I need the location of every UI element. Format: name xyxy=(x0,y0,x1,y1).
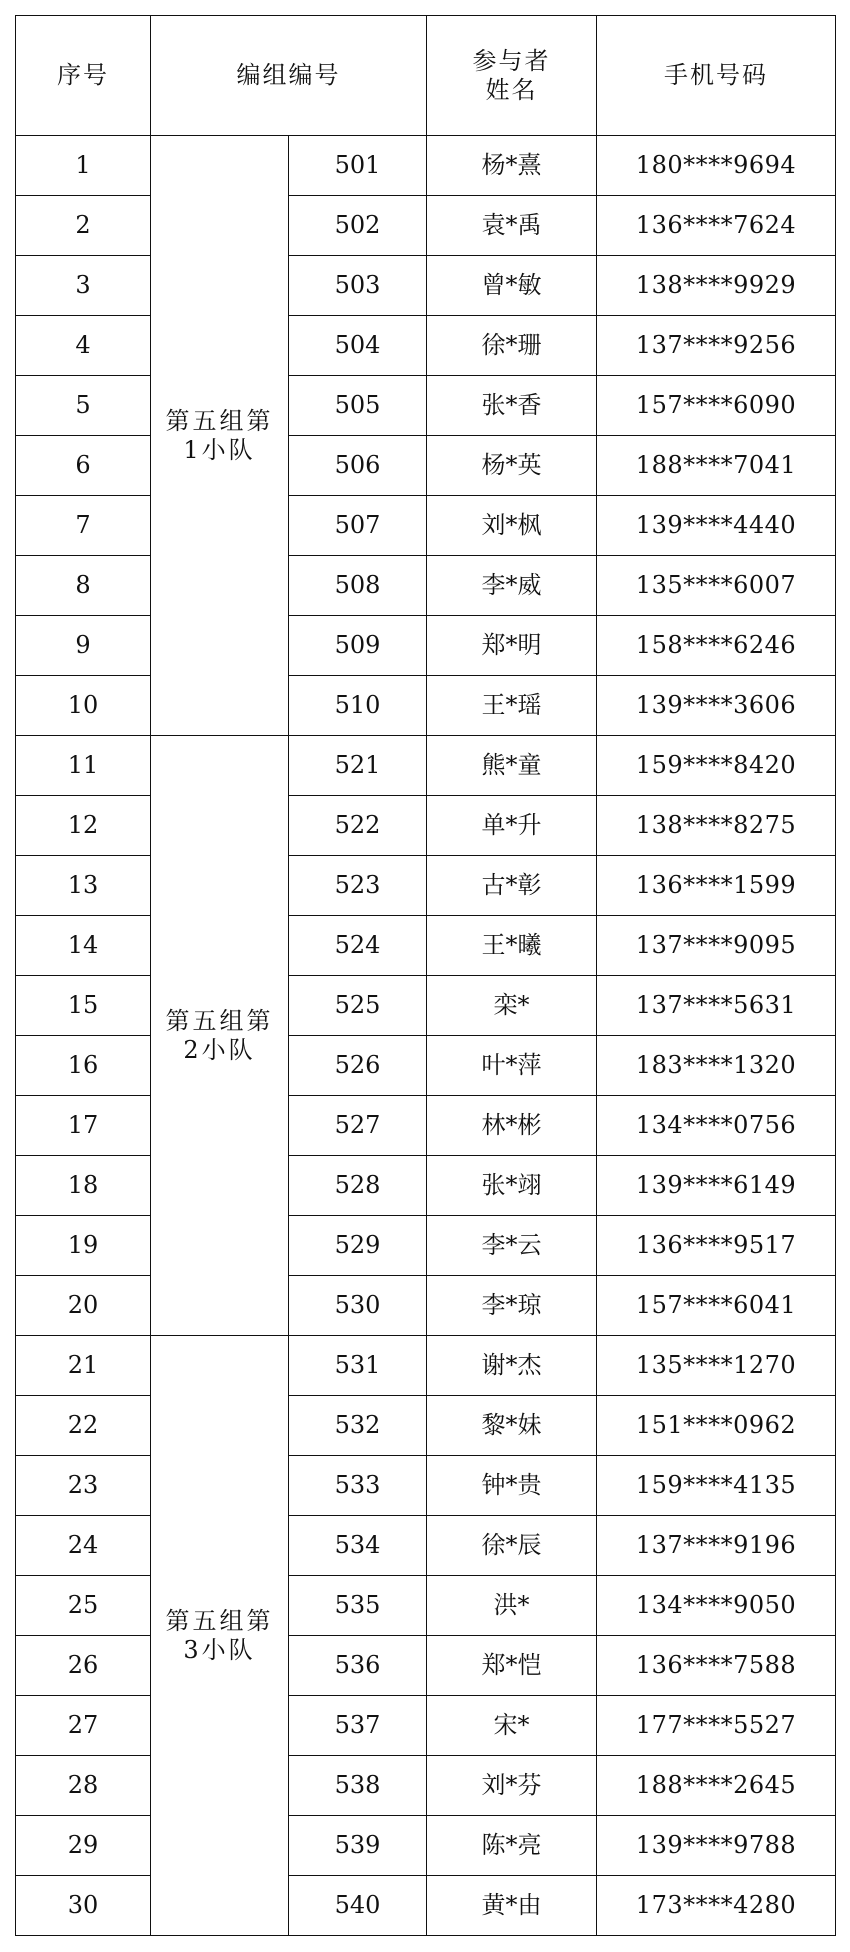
name-cell: 徐*辰 xyxy=(427,1516,597,1576)
name-cell: 单*升 xyxy=(427,796,597,856)
name-cell: 陈*亮 xyxy=(427,1816,597,1876)
table-row xyxy=(16,496,836,556)
table-row xyxy=(16,616,836,676)
seq-cell: 29 xyxy=(16,1816,151,1876)
code-cell: 534 xyxy=(289,1516,427,1576)
phone-cell: 151****0962 xyxy=(597,1396,836,1456)
header-name xyxy=(427,16,597,136)
name-cell: 钟*贵 xyxy=(427,1456,597,1516)
phone-cell: 135****6007 xyxy=(597,556,836,616)
table-row xyxy=(16,1816,836,1876)
table-row xyxy=(16,196,836,256)
code-cell: 501 xyxy=(289,136,427,196)
seq-cell: 10 xyxy=(16,676,151,736)
name-cell: 谢*杰 xyxy=(427,1336,597,1396)
group-label-line1: 第五组第 xyxy=(165,1006,274,1035)
code-cell: 538 xyxy=(289,1756,427,1816)
header-seq: 序号 xyxy=(16,16,151,136)
code-cell: 504 xyxy=(289,316,427,376)
table-row xyxy=(16,1156,836,1216)
participant-table xyxy=(15,15,836,1936)
seq-cell: 22 xyxy=(16,1396,151,1456)
seq-cell: 1 xyxy=(16,136,151,196)
table-row xyxy=(16,556,836,616)
code-cell: 508 xyxy=(289,556,427,616)
table-row xyxy=(16,1636,836,1696)
header-name-line2: 姓名 xyxy=(485,75,538,104)
code-cell: 524 xyxy=(289,916,427,976)
phone-cell: 137****9196 xyxy=(597,1516,836,1576)
seq-cell: 3 xyxy=(16,256,151,316)
seq-cell: 11 xyxy=(16,736,151,796)
name-cell: 宋* xyxy=(427,1696,597,1756)
name-cell: 黎*妹 xyxy=(427,1396,597,1456)
seq-cell: 8 xyxy=(16,556,151,616)
name-cell: 刘*枫 xyxy=(427,496,597,556)
group-label-line2: 1小队 xyxy=(183,435,256,464)
name-cell: 林*彬 xyxy=(427,1096,597,1156)
table-row xyxy=(16,316,836,376)
code-cell: 523 xyxy=(289,856,427,916)
group-cell xyxy=(151,136,289,736)
phone-cell: 157****6041 xyxy=(597,1276,836,1336)
name-cell: 熊*童 xyxy=(427,736,597,796)
phone-cell: 136****7624 xyxy=(597,196,836,256)
name-cell: 郑*恺 xyxy=(427,1636,597,1696)
seq-cell: 15 xyxy=(16,976,151,1036)
name-cell: 袁*禹 xyxy=(427,196,597,256)
phone-cell: 136****1599 xyxy=(597,856,836,916)
code-cell: 502 xyxy=(289,196,427,256)
code-cell: 532 xyxy=(289,1396,427,1456)
header-row xyxy=(16,16,836,136)
phone-cell: 135****1270 xyxy=(597,1336,836,1396)
header-name-line1: 参与者 xyxy=(472,46,551,75)
phone-cell: 137****9256 xyxy=(597,316,836,376)
seq-cell: 25 xyxy=(16,1576,151,1636)
code-cell: 526 xyxy=(289,1036,427,1096)
table-row xyxy=(16,1696,836,1756)
phone-cell: 137****9095 xyxy=(597,916,836,976)
code-cell: 533 xyxy=(289,1456,427,1516)
name-cell: 李*威 xyxy=(427,556,597,616)
phone-cell: 159****4135 xyxy=(597,1456,836,1516)
phone-cell: 136****7588 xyxy=(597,1636,836,1696)
seq-cell: 7 xyxy=(16,496,151,556)
phone-cell: 136****9517 xyxy=(597,1216,836,1276)
table-row xyxy=(16,256,836,316)
table-row xyxy=(16,1456,836,1516)
phone-cell: 139****9788 xyxy=(597,1816,836,1876)
seq-cell: 17 xyxy=(16,1096,151,1156)
seq-cell: 13 xyxy=(16,856,151,916)
name-cell: 张*翊 xyxy=(427,1156,597,1216)
code-cell: 531 xyxy=(289,1336,427,1396)
name-cell: 刘*芬 xyxy=(427,1756,597,1816)
code-cell: 505 xyxy=(289,376,427,436)
table-row xyxy=(16,736,836,796)
table-row xyxy=(16,1516,836,1576)
table-row xyxy=(16,376,836,436)
code-cell: 522 xyxy=(289,796,427,856)
name-cell: 张*香 xyxy=(427,376,597,436)
code-cell: 527 xyxy=(289,1096,427,1156)
phone-cell: 137****5631 xyxy=(597,976,836,1036)
seq-cell: 28 xyxy=(16,1756,151,1816)
name-cell: 黄*由 xyxy=(427,1876,597,1936)
table-row xyxy=(16,976,836,1036)
table-row xyxy=(16,1876,836,1936)
seq-cell: 24 xyxy=(16,1516,151,1576)
code-cell: 536 xyxy=(289,1636,427,1696)
name-cell: 栾* xyxy=(427,976,597,1036)
name-cell: 杨*熹 xyxy=(427,136,597,196)
code-cell: 506 xyxy=(289,436,427,496)
phone-cell: 180****9694 xyxy=(597,136,836,196)
code-cell: 529 xyxy=(289,1216,427,1276)
code-cell: 521 xyxy=(289,736,427,796)
phone-cell: 138****8275 xyxy=(597,796,836,856)
seq-cell: 16 xyxy=(16,1036,151,1096)
phone-cell: 177****5527 xyxy=(597,1696,836,1756)
table-row xyxy=(16,676,836,736)
code-cell: 537 xyxy=(289,1696,427,1756)
table-row xyxy=(16,916,836,976)
seq-cell: 26 xyxy=(16,1636,151,1696)
name-cell: 郑*明 xyxy=(427,616,597,676)
seq-cell: 19 xyxy=(16,1216,151,1276)
code-cell: 528 xyxy=(289,1156,427,1216)
table-row xyxy=(16,1276,836,1336)
code-cell: 510 xyxy=(289,676,427,736)
code-cell: 535 xyxy=(289,1576,427,1636)
group-cell xyxy=(151,736,289,1336)
name-cell: 曾*敏 xyxy=(427,256,597,316)
table-row xyxy=(16,796,836,856)
phone-cell: 159****8420 xyxy=(597,736,836,796)
table-row xyxy=(16,1396,836,1456)
seq-cell: 21 xyxy=(16,1336,151,1396)
name-cell: 李*云 xyxy=(427,1216,597,1276)
header-group: 编组编号 xyxy=(151,16,427,136)
table-row xyxy=(16,1576,836,1636)
phone-cell: 134****0756 xyxy=(597,1096,836,1156)
phone-cell: 158****6246 xyxy=(597,616,836,676)
phone-cell: 183****1320 xyxy=(597,1036,836,1096)
table-row xyxy=(16,1036,836,1096)
seq-cell: 18 xyxy=(16,1156,151,1216)
seq-cell: 20 xyxy=(16,1276,151,1336)
table-row xyxy=(16,1336,836,1396)
group-label-line2: 3小队 xyxy=(183,1635,256,1664)
table-row xyxy=(16,436,836,496)
seq-cell: 5 xyxy=(16,376,151,436)
seq-cell: 23 xyxy=(16,1456,151,1516)
seq-cell: 27 xyxy=(16,1696,151,1756)
name-cell: 洪* xyxy=(427,1576,597,1636)
table-row xyxy=(16,136,836,196)
phone-cell: 188****7041 xyxy=(597,436,836,496)
seq-cell: 2 xyxy=(16,196,151,256)
code-cell: 525 xyxy=(289,976,427,1036)
phone-cell: 139****6149 xyxy=(597,1156,836,1216)
phone-cell: 139****3606 xyxy=(597,676,836,736)
group-cell xyxy=(151,1336,289,1936)
name-cell: 古*彰 xyxy=(427,856,597,916)
name-cell: 叶*萍 xyxy=(427,1036,597,1096)
header-phone: 手机号码 xyxy=(597,16,836,136)
name-cell: 王*瑶 xyxy=(427,676,597,736)
name-cell: 李*琼 xyxy=(427,1276,597,1336)
name-cell: 徐*珊 xyxy=(427,316,597,376)
table-row xyxy=(16,1096,836,1156)
phone-cell: 173****4280 xyxy=(597,1876,836,1936)
code-cell: 507 xyxy=(289,496,427,556)
seq-cell: 14 xyxy=(16,916,151,976)
code-cell: 530 xyxy=(289,1276,427,1336)
code-cell: 540 xyxy=(289,1876,427,1936)
seq-cell: 30 xyxy=(16,1876,151,1936)
phone-cell: 138****9929 xyxy=(597,256,836,316)
group-label-line2: 2小队 xyxy=(183,1035,256,1064)
code-cell: 503 xyxy=(289,256,427,316)
seq-cell: 4 xyxy=(16,316,151,376)
table-row xyxy=(16,1216,836,1276)
phone-cell: 157****6090 xyxy=(597,376,836,436)
seq-cell: 9 xyxy=(16,616,151,676)
phone-cell: 139****4440 xyxy=(597,496,836,556)
phone-cell: 134****9050 xyxy=(597,1576,836,1636)
name-cell: 王*曦 xyxy=(427,916,597,976)
table-body xyxy=(16,136,836,1936)
phone-cell: 188****2645 xyxy=(597,1756,836,1816)
table-row xyxy=(16,856,836,916)
seq-cell: 12 xyxy=(16,796,151,856)
seq-cell: 6 xyxy=(16,436,151,496)
code-cell: 539 xyxy=(289,1816,427,1876)
table-row xyxy=(16,1756,836,1816)
code-cell: 509 xyxy=(289,616,427,676)
name-cell: 杨*英 xyxy=(427,436,597,496)
group-label-line1: 第五组第 xyxy=(165,406,274,435)
group-label-line1: 第五组第 xyxy=(165,1606,274,1635)
